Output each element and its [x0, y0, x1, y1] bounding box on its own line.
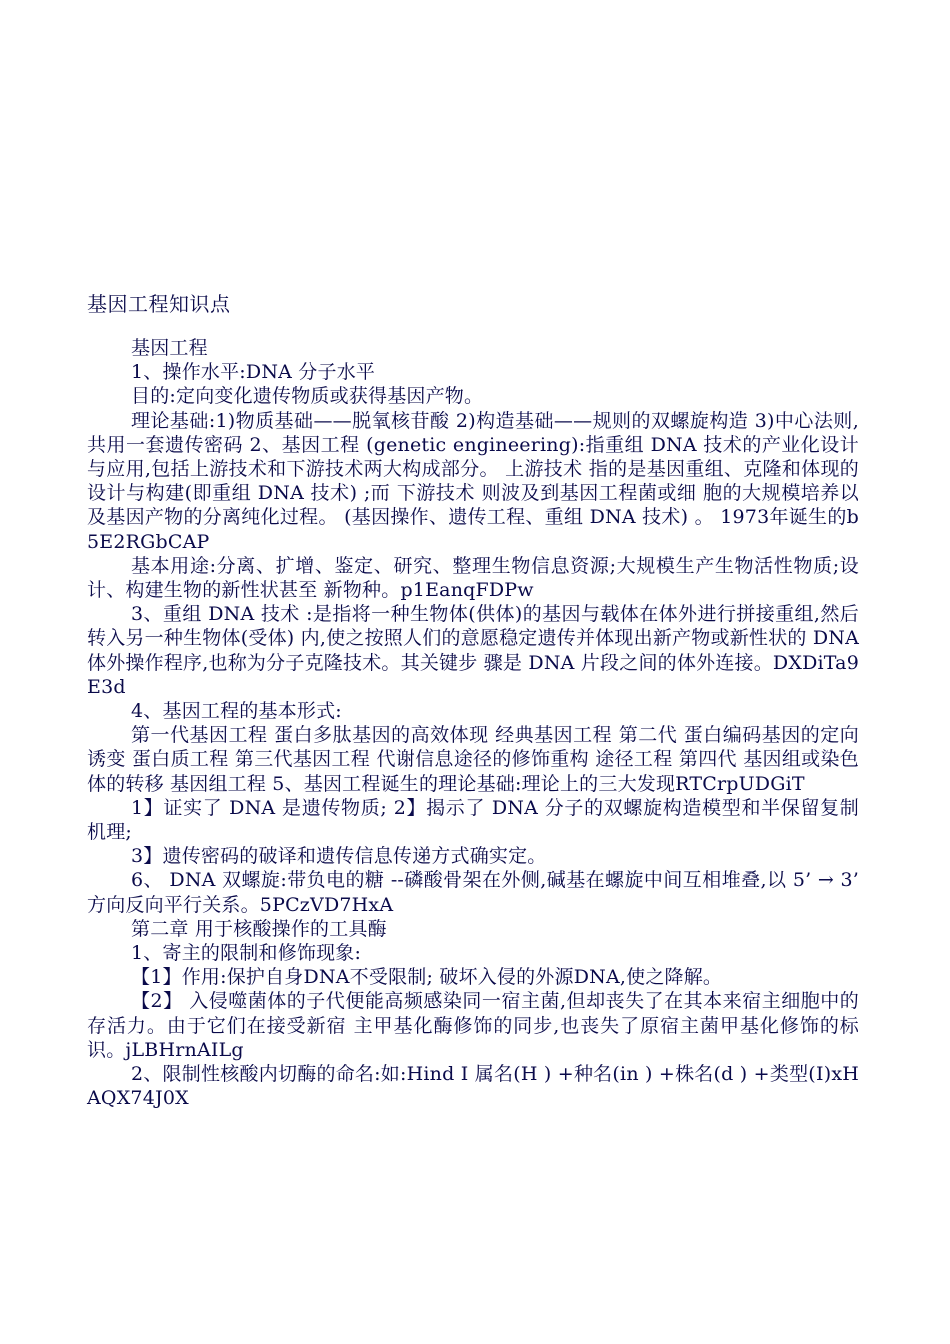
- paragraph: 1】证实了 DNA 是遗传物质; 2】揭示了 DNA 分子的双螺旋构造模型和半保留复制机理;: [87, 796, 859, 844]
- paragraph: 4、基因工程的基本形式:: [131, 700, 342, 723]
- paragraph: 6、 DNA 双螺旋:带负电的糖 --磷酸骨架在外侧,碱基在螺旋中间互相堆叠,以 5’ → 3’ 方向反向平行关系。5PCzVD7HxA: [87, 869, 859, 916]
- paragraph: 基因工程: [131, 337, 208, 359]
- paragraph: 理论基础:1)物质基础——脱氧核苷酸 2)构造基础——规则的双螺旋构造 3)中心法则,共用一套遗传密码 2、基因工程 (genetic engineering):指重组 DNA 技术的产业化设计与应用,包括上游技术和下游技术两大构成部分。 上游技术 指的是基因重组、克隆和体现的设计与构建(即重组 DNA 技术) ;而 下游技术 则波及到基因工程菌或细 胞的大规模培养以及基因产物的分离纯化过程。 (基因操作、遗传工程、重组 DNA 技术) 。 1973年诞生的b5E2RGbCAP: [87, 409, 859, 553]
- paragraph: 2、限制性核酸内切酶的命名:如:Hind Ⅰ 属名(H ) +种名(in ) +株名(d ) +类型(Ⅰ)xHAQX74J0X: [87, 1063, 859, 1110]
- paragraph: 【2】 入侵噬菌体的子代便能高频感染同一宿主菌,但却丧失了在其本来宿主细胞中的存活力。由于它们在接受新宿 主甲基化酶修饰的同步,也丧失了原宿主菌甲基化修饰的标识。jLBHrnAILg: [87, 990, 859, 1061]
- paragraph: 目的:定向变化遗传物质或获得基因产物。: [131, 385, 484, 408]
- paragraph: 基本用途:分离、扩增、鉴定、研究、整理生物信息资源;大规模生产生物活性物质;设计、构建生物的新性状甚至 新物种。p1EanqFDPw: [87, 554, 859, 602]
- document-title: 基因工程知识点: [87, 292, 231, 316]
- paragraph: 1、寄主的限制和修饰现象:: [131, 942, 362, 965]
- paragraph: 【1】作用:保护自身DNA不受限制; 破坏入侵的外源DNA,使之降解。: [131, 966, 723, 989]
- paragraph: 第二章 用于核酸操作的工具酶: [131, 917, 387, 940]
- paragraph: 第一代基因工程 蛋白多肽基因的高效体现 经典基因工程 第二代 蛋白编码基因的定向诱变 蛋白质工程 第三代基因工程 代谢信息途径的修饰重构 途径工程 第四代 基因组或染色体的转移 基因组工程 5、基因工程诞生的理论基础:理论上的三大发现RTCrpUDGiT: [87, 724, 859, 795]
- document-body: [87, 336, 859, 1111]
- paragraph: 1、操作水平:DNA 分子水平: [131, 361, 376, 384]
- paragraph: 3、重组 DNA 技术 :是指将一种生物体(供体)的基因与载体在体外进行拼接重组,然后转入另一种生物体(受体) 内,使之按照人们的意愿稳定遗传并体现出新产物或新性状的 DNA 体外操作程序,也称为分子克隆技术。其关键步 骤是 DNA 片段之间的体外连接。DXDiTa9E3d: [87, 603, 859, 698]
- paragraph: 3】遗传密码的破译和遗传信息传递方式确实定。: [131, 845, 547, 868]
